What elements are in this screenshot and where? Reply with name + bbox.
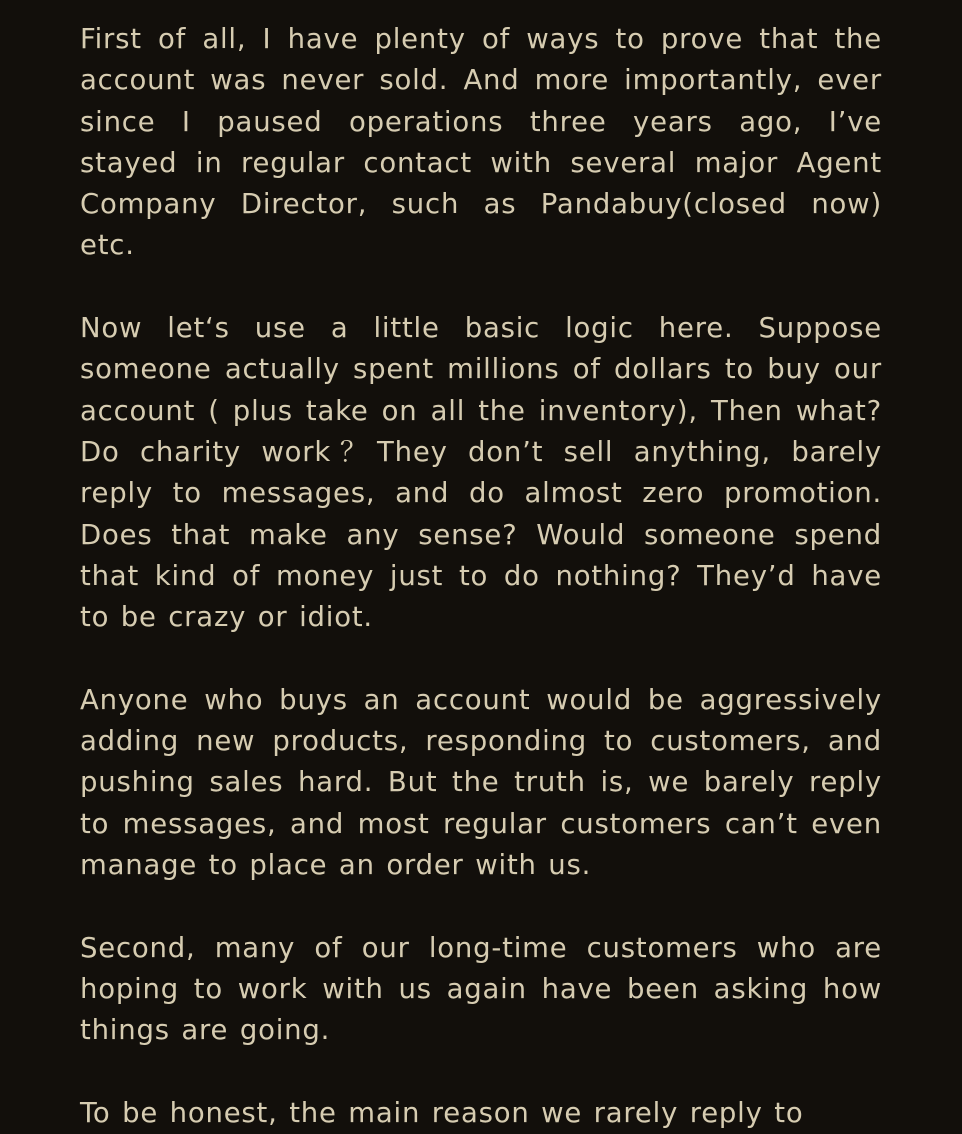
document-body [80,19,882,1134]
paragraph-account-never-sold: First of all, I have plenty of ways to prove that the account was never sold. And more importantly, ever since I paused operations three years ago, I’ve stayed in regular contact with several major Agent Company Director, such as Pandabuy(closed now) etc. [80,23,882,262]
paragraph-basic-logic: Now let‘s use a little basic logic here. Suppose someone actually spent millions of dollars to buy our account ( plus take on all the inventory), Then what? Do charity work？They don’t sell anything, barely reply to messages, and do almost zero promotion. Does that make any sense? Would someone spend that kind of money just to do nothing? They’d have to be crazy or idiot. [80,312,882,634]
paragraph-long-time-customers: Second, many of our long-time customers who are hoping to work with us again have been asking how things are going. [80,931,882,1047]
paragraph-honest-reason: To be honest, the main reason we rarely reply to [80,1096,804,1129]
paragraph-buyer-behavior: Anyone who buys an account would be aggressively adding new products, responding to customers, and pushing sales hard. But the truth is, we barely reply to messages, and most regular customers can’t even manage to place an order with us. [80,683,882,881]
